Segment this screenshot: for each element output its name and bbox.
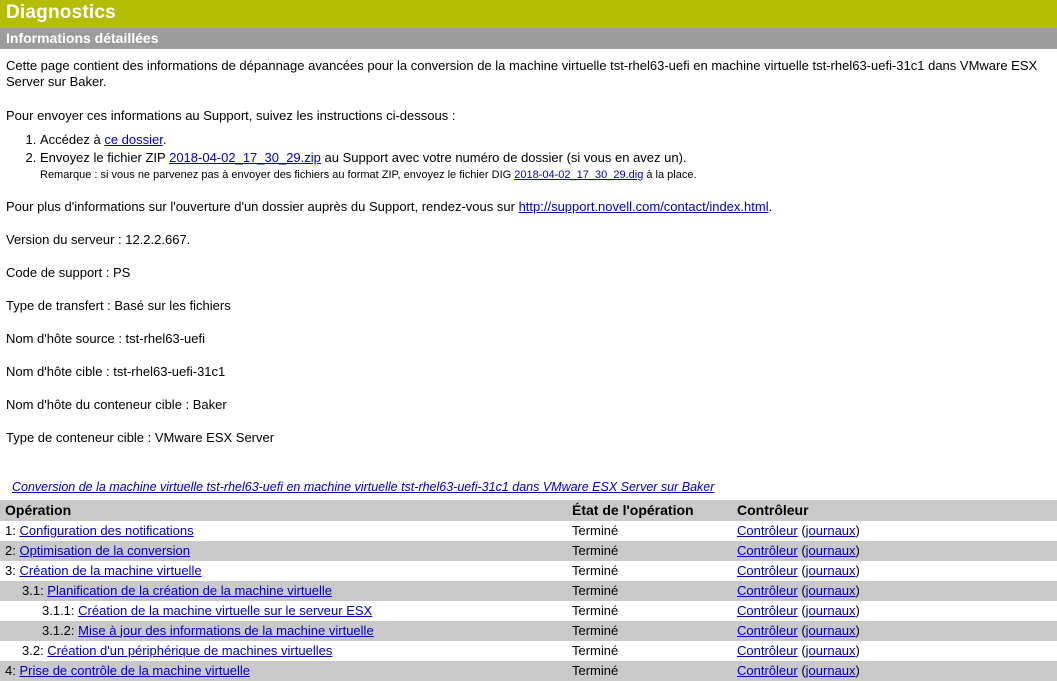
list-item bbox=[40, 131, 1051, 149]
paren-open: ( bbox=[797, 642, 806, 658]
table-row bbox=[0, 561, 1057, 581]
controller-link[interactable]: Contrôleur bbox=[737, 542, 798, 558]
operation-link[interactable]: Optimisation de la conversion bbox=[19, 542, 190, 558]
paren-open: ( bbox=[797, 522, 806, 538]
controller-link[interactable]: Contrôleur bbox=[737, 622, 798, 638]
operation-state: Terminé bbox=[567, 581, 732, 601]
table-row bbox=[0, 641, 1057, 661]
support-steps-list bbox=[6, 131, 1051, 182]
operation-cell bbox=[0, 581, 567, 601]
detail-server-version: Version du serveur : 12.2.2.667. bbox=[6, 231, 191, 247]
operation-state: Terminé bbox=[567, 661, 732, 681]
operation-cell bbox=[0, 621, 567, 641]
logs-link[interactable]: journaux bbox=[805, 582, 856, 598]
detail-support-code: Code de support : PS bbox=[6, 264, 131, 280]
conversion-link-wrapper bbox=[12, 479, 1051, 494]
operation-state: Terminé bbox=[572, 602, 619, 618]
list-item bbox=[40, 149, 1051, 182]
controller-cell bbox=[732, 521, 1057, 541]
intro-paragraph: Cette page contient des informations de dépannage avancées pour la conversion de la machine virtuelle tst-rhel63-uefi en machine virtuelle tst-rhel63-uefi-31c1 dans VMware ESX Server sur Baker. bbox=[6, 58, 1038, 90]
controller-link[interactable]: Contrôleur bbox=[737, 522, 798, 538]
table-row bbox=[0, 521, 1057, 541]
operation-link[interactable]: Mise à jour des informations de la machine virtuelle bbox=[78, 622, 374, 638]
controller-cell bbox=[732, 541, 1057, 561]
controller-link[interactable]: Contrôleur bbox=[737, 602, 798, 618]
controller-cell bbox=[732, 641, 1057, 661]
operations-table-body bbox=[0, 521, 1057, 681]
paren-close: ) bbox=[855, 642, 860, 658]
table-row bbox=[0, 661, 1057, 681]
operation-state: Terminé bbox=[567, 541, 732, 561]
detail-target-hostname: Nom d'hôte cible : tst-rhel63-uefi-31c1 bbox=[6, 363, 226, 379]
operation-number: 3.2: bbox=[22, 642, 48, 658]
operation-link[interactable]: Création d'un périphérique de machines virtuelles bbox=[47, 642, 333, 658]
step2-suffix: au Support avec votre numéro de dossier (si vous en avez un). bbox=[320, 150, 687, 166]
controller-link[interactable]: Contrôleur bbox=[737, 582, 798, 598]
controller-cell bbox=[732, 601, 1057, 621]
operation-state: Terminé bbox=[572, 522, 619, 538]
dig-file-link[interactable]: 2018-04-02_17_30_29.dig bbox=[514, 168, 644, 181]
logs-link[interactable]: journaux bbox=[805, 602, 856, 618]
controller-cell bbox=[732, 581, 1057, 601]
paren-close: ) bbox=[855, 562, 860, 578]
support-instructions-intro: Pour envoyer ces informations au Support, suivez les instructions ci-dessous : bbox=[6, 107, 456, 123]
logs-link[interactable]: journaux bbox=[805, 522, 856, 538]
operation-state: Terminé bbox=[572, 642, 619, 658]
detail-transfer-type: Type de transfert : Basé sur les fichiers bbox=[6, 297, 231, 313]
detail-target-container-type: Type de conteneur cible : VMware ESX Server bbox=[6, 429, 275, 445]
folder-link[interactable]: ce dossier bbox=[104, 131, 163, 147]
support-website-link[interactable]: http://support.novell.com/contact/index.html bbox=[518, 198, 769, 214]
zip-note bbox=[40, 168, 1051, 182]
operation-link[interactable]: Prise de contrôle de la machine virtuelle bbox=[19, 662, 250, 678]
note-suffix: à la place. bbox=[643, 168, 697, 181]
paren-open: ( bbox=[797, 542, 806, 558]
operation-number: 3.1.1: bbox=[42, 602, 79, 618]
operation-cell bbox=[0, 521, 567, 541]
column-header-state: État de l'opération bbox=[567, 500, 732, 521]
paren-close: ) bbox=[855, 522, 860, 538]
operation-number: 3.1.2: bbox=[42, 622, 79, 638]
operation-cell bbox=[0, 541, 567, 561]
section-subtitle: Informations détaillées bbox=[0, 28, 1057, 49]
operation-cell bbox=[0, 561, 567, 581]
operation-number: 2: bbox=[5, 542, 20, 558]
table-row bbox=[0, 601, 1057, 621]
controller-cell bbox=[732, 561, 1057, 581]
detail-target-container-hostname: Nom d'hôte du conteneur cible : Baker bbox=[6, 396, 227, 412]
operation-cell bbox=[0, 661, 567, 681]
operation-link[interactable]: Création de la machine virtuelle sur le serveur ESX bbox=[78, 602, 373, 618]
paren-close: ) bbox=[855, 602, 860, 618]
conversion-job-link[interactable]: Conversion de la machine virtuelle tst-rhel63-uefi en machine virtuelle tst-rhel63-uefi-31c1 dans VMware ESX Server sur Baker bbox=[12, 479, 715, 494]
step1-suffix: . bbox=[162, 131, 167, 147]
table-row bbox=[0, 621, 1057, 641]
operation-number: 1: bbox=[5, 522, 20, 538]
support-url-paragraph bbox=[6, 199, 1051, 214]
support-url-prefix: Pour plus d'informations sur l'ouverture d'un dossier auprès du Support, rendez-vous sur bbox=[6, 198, 519, 214]
logs-link[interactable]: journaux bbox=[805, 562, 856, 578]
note-prefix: Remarque : si vous ne parvenez pas à envoyer des fichiers au format ZIP, envoyez le fichier DIG bbox=[40, 168, 515, 181]
detail-source-hostname: Nom d'hôte source : tst-rhel63-uefi bbox=[6, 330, 206, 346]
controller-link[interactable]: Contrôleur bbox=[737, 662, 798, 678]
paren-close: ) bbox=[855, 622, 860, 638]
operation-cell bbox=[0, 641, 567, 661]
controller-cell bbox=[732, 621, 1057, 641]
table-row bbox=[0, 541, 1057, 561]
operation-number: 4: bbox=[5, 662, 20, 678]
logs-link[interactable]: journaux bbox=[805, 542, 856, 558]
operation-state: Terminé bbox=[572, 562, 619, 578]
paren-open: ( bbox=[797, 582, 806, 598]
column-header-operation: Opération bbox=[0, 500, 567, 521]
support-url-suffix: . bbox=[768, 198, 773, 214]
logs-link[interactable]: journaux bbox=[805, 662, 856, 678]
zip-file-link[interactable]: 2018-04-02_17_30_29.zip bbox=[169, 150, 321, 166]
operation-state: Terminé bbox=[567, 621, 732, 641]
table-header-row bbox=[0, 500, 1057, 521]
controller-link[interactable]: Contrôleur bbox=[737, 642, 798, 658]
paren-open: ( bbox=[797, 662, 806, 678]
controller-link[interactable]: Contrôleur bbox=[737, 562, 798, 578]
controller-cell bbox=[732, 661, 1057, 681]
paren-close: ) bbox=[855, 582, 860, 598]
paren-open: ( bbox=[797, 622, 806, 638]
operation-link[interactable]: Création de la machine virtuelle bbox=[19, 562, 202, 578]
paren-open: ( bbox=[797, 602, 806, 618]
step2-prefix: Envoyez le fichier ZIP bbox=[40, 150, 170, 166]
logs-link[interactable]: journaux bbox=[805, 622, 856, 638]
page-title: Diagnostics bbox=[0, 0, 1057, 28]
step1-prefix: Accédez à bbox=[40, 131, 105, 147]
operation-number: 3: bbox=[5, 562, 20, 578]
logs-link[interactable]: journaux bbox=[805, 642, 856, 658]
column-header-controller: Contrôleur bbox=[732, 500, 1057, 521]
operation-link[interactable]: Configuration des notifications bbox=[19, 522, 194, 538]
paren-open: ( bbox=[797, 562, 806, 578]
table-row bbox=[0, 581, 1057, 601]
diagnostics-content bbox=[0, 58, 1057, 494]
operation-number: 3.1: bbox=[22, 582, 48, 598]
operation-cell bbox=[0, 601, 567, 621]
operations-table bbox=[0, 500, 1057, 681]
operation-link[interactable]: Planification de la création de la machine virtuelle bbox=[47, 582, 333, 598]
paren-close: ) bbox=[855, 542, 860, 558]
paren-close: ) bbox=[855, 662, 860, 678]
